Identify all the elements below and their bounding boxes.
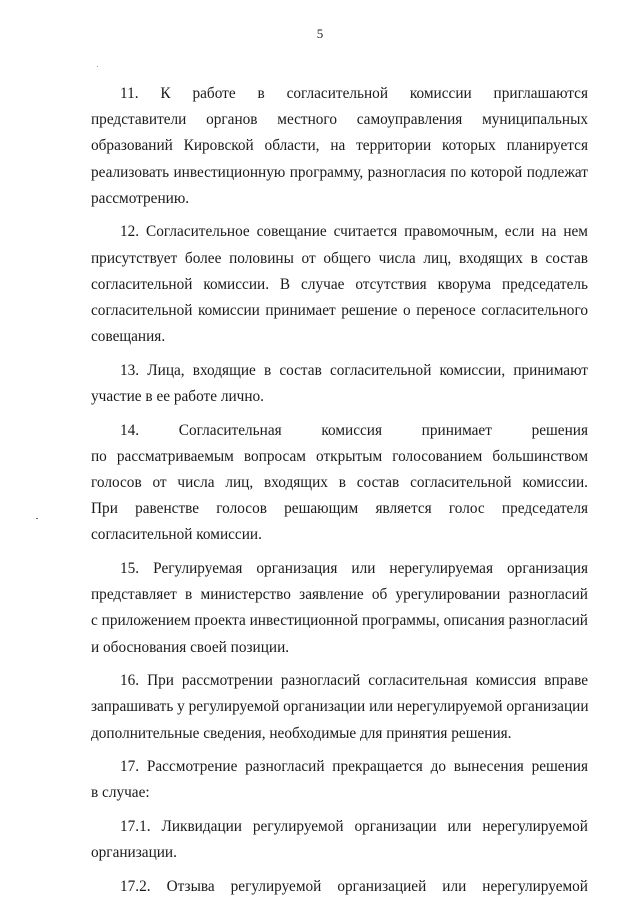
paragraph-line: 17. Рассмотрение разногласий прекращается до вынесения решения — [120, 758, 588, 776]
paragraph-line: согласительной комиссии принимает решение о переносе согласительного — [91, 302, 588, 320]
paragraph-line: запрашивать у регулируемой организации или нерегулируемой организации — [91, 698, 589, 716]
paragraph-p15 — [91, 556, 588, 661]
paragraph-line: рассмотрению. — [91, 189, 190, 207]
paragraph-p17-1 — [91, 814, 588, 866]
scan-artifact-mark — [36, 518, 38, 519]
paragraph-p17 — [91, 754, 588, 806]
paragraph-line: 11. К работе в согласительной комиссии приглашаются — [120, 85, 588, 102]
paragraph-line: образований Кировской области, на территории которых планируется — [91, 137, 588, 155]
paragraph-line: 12. Согласительное совещание считается правомочным, если на нем — [120, 223, 588, 241]
paragraph-p13 — [91, 358, 588, 410]
paragraph-p12 — [91, 219, 588, 350]
scan-artifact-dot — [97, 66, 98, 67]
paragraph-line: представители органов местного самоуправления муниципальных — [91, 111, 588, 129]
paragraph-p11 — [91, 81, 588, 212]
document-body — [91, 81, 588, 907]
paragraph-line: с приложением проекта инвестиционной программы, описания разногласий — [91, 612, 588, 630]
paragraph-line: согласительной комиссии. В случае отсутствия кворума председатель — [91, 275, 588, 293]
paragraph-line: совещания. — [91, 328, 166, 346]
paragraph-line: 17.1. Ликвидации регулируемой организации или нерегулируемой — [120, 818, 588, 836]
paragraph-line: организации. — [91, 844, 177, 862]
paragraph-line: и обоснования своей позиции. — [91, 638, 290, 656]
paragraph-line: 17.2. Отзыва регулируемой организацией или нерегулируемой — [120, 877, 588, 895]
paragraph-line: голосов от числа лиц, входящих в состав согласительной комиссии. — [91, 474, 588, 492]
paragraph-line: 14. Согласительная комиссия принимает решения — [120, 421, 588, 439]
paragraph-line: представляет в министерство заявление об урегулировании разногласий — [91, 586, 588, 604]
paragraph-line: реализовать инвестиционную программу, разногласия по которой подлежат — [91, 163, 588, 181]
page-number: 5 — [316, 26, 324, 41]
paragraph-p14 — [91, 418, 588, 549]
paragraph-line: в случае: — [91, 784, 150, 802]
paragraph-line: 16. При рассмотрении разногласий согласительная комиссия вправе — [120, 672, 588, 690]
paragraph-line: участие в ее работе лично. — [91, 388, 264, 406]
paragraph-line: 15. Регулируемая организация или нерегулируемая организация — [120, 560, 588, 578]
paragraph-line: 13. Лица, входящие в состав согласительной комиссии, принимают — [120, 361, 588, 379]
paragraph-line: При равенстве голосов решающим является голос председателя — [91, 500, 588, 518]
paragraph-line: согласительной комиссии. — [91, 526, 262, 544]
paragraph-p16 — [91, 668, 588, 747]
paragraph-line: по рассматриваемым вопросам открытым голосованием большинством — [91, 447, 588, 465]
paragraph-line: присутствует более половины от общего числа лиц, входящих в состав — [91, 249, 588, 267]
paragraph-line: дополнительные сведения, необходимые для принятия решения. — [91, 724, 512, 742]
paragraph-p17-2 — [91, 874, 588, 900]
